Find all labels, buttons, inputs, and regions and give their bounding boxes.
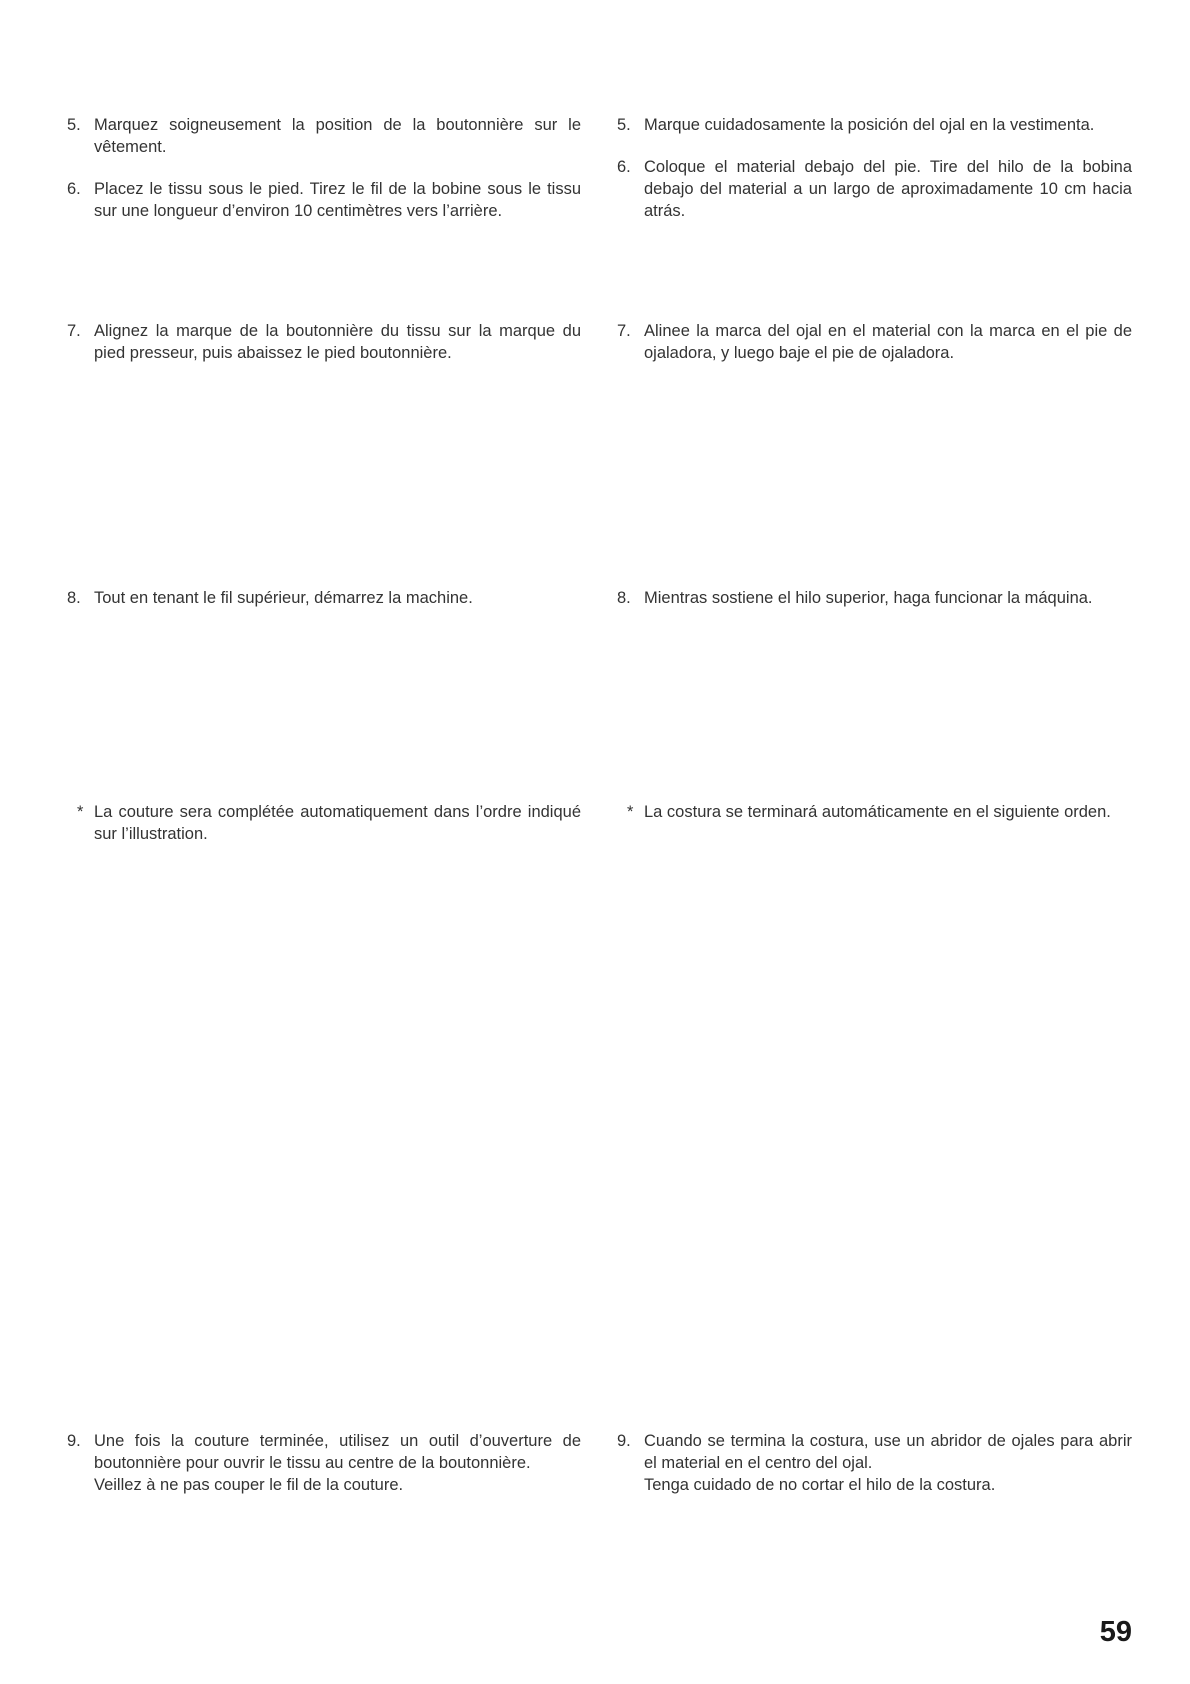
es-note [617,801,1132,823]
fr-step-7 [67,320,581,364]
fr-step-6-text: Placez le tissu sous le pied. Tirez le fil de la bobine sous le tissu sur une longueur d’environ 10 centimètres vers l’arrière. [94,180,581,220]
spanish-note-block [617,801,1132,823]
spanish-steps-5-6 [617,114,1132,222]
es-step-7-number: 7. [617,322,631,340]
fr-step-7-text: Alignez la marque de la boutonnière du tissu sur la marque du pied presseur, puis abaissez le pied boutonnière. [94,322,581,362]
es-step-7 [617,320,1132,364]
spanish-step-7-block [617,320,1132,364]
fr-step-9-number: 9. [67,1432,81,1450]
french-step-8-block [67,587,581,609]
fr-step-5 [67,114,581,158]
es-step-9-text-2: Tenga cuidado de no cortar el hilo de la costura. [644,1476,996,1494]
french-step-9-block [67,1430,581,1496]
es-step-5-text: Marque cuidadosamente la posición del ojal en la vestimenta. [644,116,1095,134]
french-steps-5-6 [67,114,581,222]
es-step-8 [617,587,1132,609]
es-step-8-text: Mientras sostiene el hilo superior, haga funcionar la máquina. [644,589,1093,607]
fr-step-9-text-2: Veillez à ne pas couper le fil de la couture. [94,1476,404,1494]
es-note-asterisk: * [627,803,634,821]
fr-note-text: La couture sera complétée automatiquement dans l’ordre indiqué sur l’illustration. [94,803,581,843]
es-step-6 [617,156,1132,222]
fr-step-6-number: 6. [67,180,81,198]
es-step-6-text: Coloque el material debajo del pie. Tire del hilo de la bobina debajo del material a un largo de aproximadamente 10 cm hacia atrás. [644,158,1132,220]
es-note-text: La costura se terminará automáticamente en el siguiente orden. [644,803,1111,821]
es-step-8-number: 8. [617,589,631,607]
es-step-9 [617,1430,1132,1496]
spanish-step-9-block [617,1430,1132,1496]
spanish-step-8-block [617,587,1132,609]
es-step-9-text: Cuando se termina la costura, use un abridor de ojales para abrir el material en el centro del ojal. [644,1432,1132,1472]
es-step-6-number: 6. [617,158,631,176]
fr-step-9 [67,1430,581,1496]
french-note-block [67,801,581,845]
fr-step-5-number: 5. [67,116,81,134]
es-step-9-number: 9. [617,1432,631,1450]
es-step-5 [617,114,1132,136]
french-step-7-block [67,320,581,364]
es-step-7-text: Alinee la marca del ojal en el material con la marca en el pie de ojaladora, y luego baje el pie de ojaladora. [644,322,1132,362]
fr-note [67,801,581,845]
es-step-5-number: 5. [617,116,631,134]
fr-step-6 [67,178,581,222]
fr-step-8-text: Tout en tenant le fil supérieur, démarrez la machine. [94,589,473,607]
fr-step-7-number: 7. [67,322,81,340]
fr-note-asterisk: * [77,803,84,821]
fr-step-8 [67,587,581,609]
fr-step-5-text: Marquez soigneusement la position de la boutonnière sur le vêtement. [94,116,581,156]
fr-step-9-text: Une fois la couture terminée, utilisez un outil d’ouverture de boutonnière pour ouvrir le tissu au centre de la boutonnière. [94,1432,581,1472]
fr-step-8-number: 8. [67,589,81,607]
page-number: 59 [1099,1616,1132,1648]
